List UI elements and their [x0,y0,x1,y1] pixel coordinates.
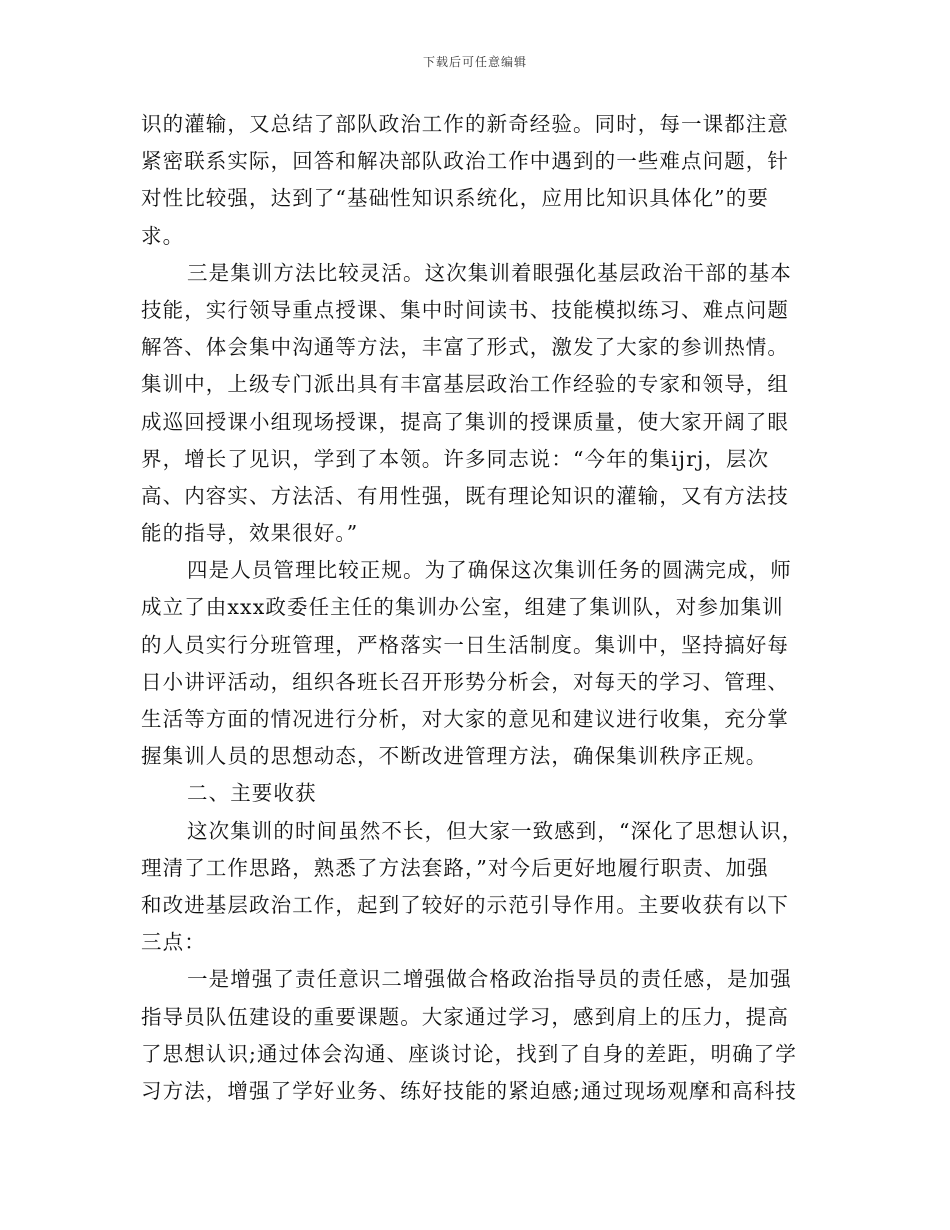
page-header-note: 下载后可任意编辑 [422,55,527,69]
text-line: 习方法，增强了学好业务、练好技能的紧迫感;通过现场观摩和高科技 [141,1078,798,1103]
text-line: 成巡回授课小组现场授课，提高了集训的授课质量，使大家开阔了眼 [141,409,789,434]
text-line: 求。 [141,223,185,248]
text-line: 和改进基层政治工作，起到了较好的示范引导作用。主要收获有以下 [141,892,789,917]
text-line: 对性比较强，达到了“基础性知识系统化，应用比知识具体化”的要 [141,186,769,211]
text-line: 紧密联系实际，回答和解决部队政治工作中遇到的一些难点问题，针 [141,149,789,174]
text-line: 日小讲评活动，组织各班长召开形势分析会，对每天的学习、管理、 [141,669,789,694]
text-line: 了思想认识;通过体会沟通、座谈讨论，找到了自身的差距，明确了学 [141,1041,798,1066]
text-line: 理清了工作思路，熟悉了方法套路，”对今后更好地履行职责、加强 [141,855,769,880]
paragraph-first-line: 这次集训的时间虽然不长，但大家一致感到，“深化了思想认识， [187,818,804,843]
paragraph-first-line: 一是增强了责任意识二增强做合格政治指导员的责任感，是加强 [187,967,792,992]
paragraph-first-line: 三是集训方法比较灵活。这次集训着眼强化基层政治干部的基本 [187,260,792,285]
text-line: 界，增长了见识，学到了本领。许多同志说：“今年的集ijrj，层次 [141,446,770,471]
text-line: 的人员实行分班管理，严格落实一日生活制度。集训中，坚持搞好每 [141,632,789,657]
text-line: 解答、体会集中沟通等方法，丰富了形式，激发了大家的参训热情。 [141,335,789,360]
text-line: 成立了由xxx政委任主任的集训办公室，组建了集训队，对参加集训 [141,595,784,620]
text-line: 集训中，上级专门派出具有丰富基层政治工作经验的专家和领导，组 [141,372,789,397]
text-line: 指导员队伍建设的重要课题。大家通过学习，感到肩上的压力，提高 [141,1004,789,1029]
text-line: 识的灌输，又总结了部队政治工作的新奇经验。同时，每一课都注意 [141,112,789,136]
text-line: 高、内容实、方法活、有用性强，既有理论知识的灌输，又有方法技 [141,483,789,508]
text-line: 生活等方面的情况进行分析，对大家的意见和建议进行收集，充分掌 [141,707,789,731]
text-line: 技能，实行领导重点授课、集中时间读书、技能模拟练习、难点问题 [141,297,789,322]
paragraph-first-line: 四是人员管理比较正规。为了确保这次集训任务的圆满完成，师 [187,558,792,583]
text-line: 握集训人员的思想动态，不断改进管理方法，确保集训秩序正规。 [141,744,768,769]
text-line: 三点： [141,930,206,955]
document-body [141,106,809,1110]
text-line: 能的指导，效果很好。” [141,521,359,546]
section-heading: 二、主要收获 [187,781,317,806]
